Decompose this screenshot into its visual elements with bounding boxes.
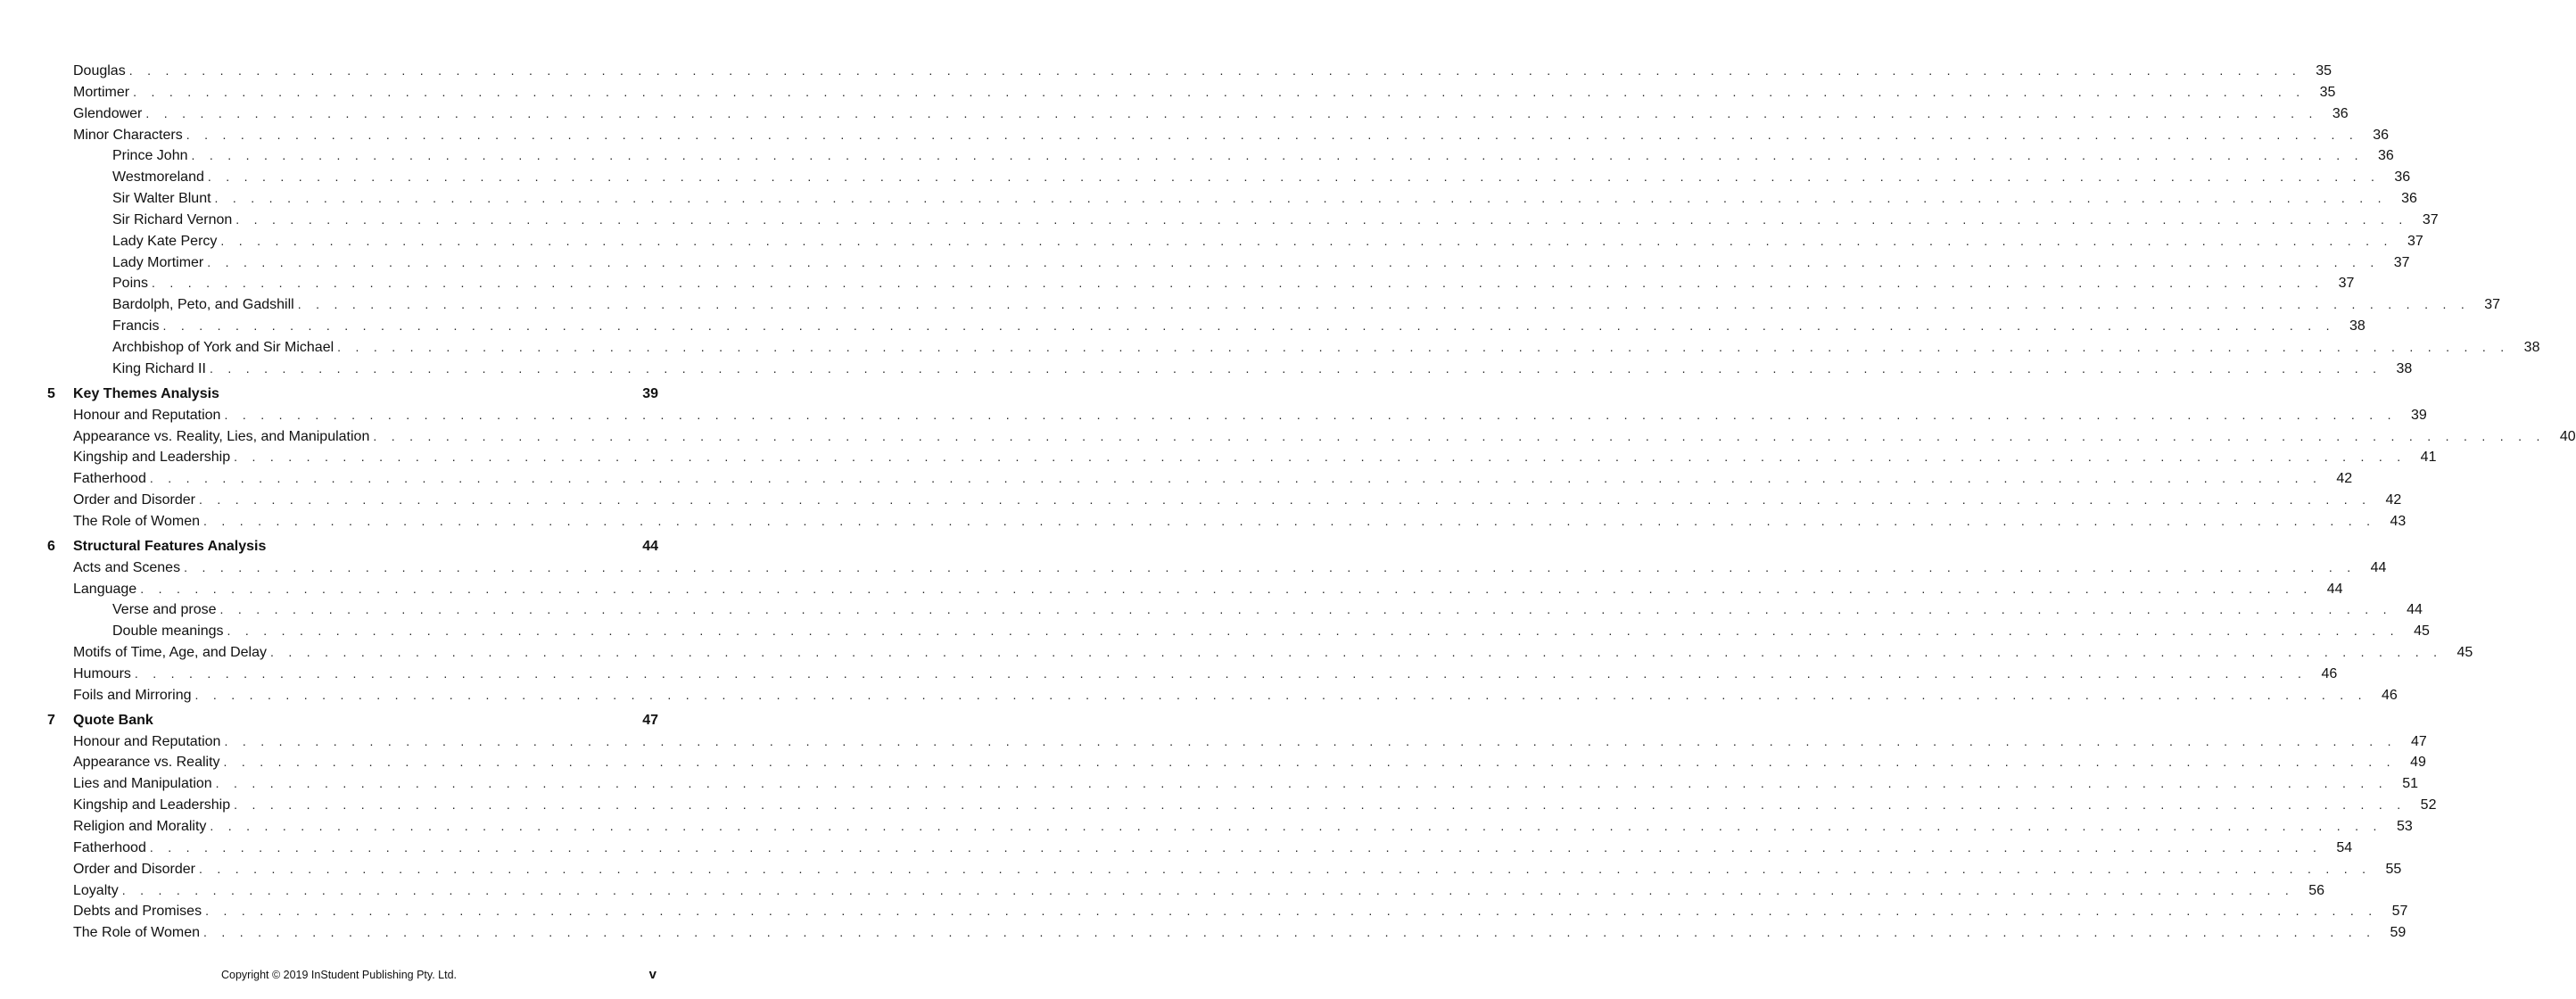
- toc-entry-line: [112, 252, 2410, 274]
- toc-entry[interactable]: [0, 880, 2325, 902]
- toc-entry-page: 36: [2378, 148, 2394, 164]
- toc-entry-line: [112, 188, 2417, 210]
- toc-entry-page: 35: [2319, 84, 2336, 100]
- toc-entry[interactable]: [0, 188, 2417, 210]
- toc-entry[interactable]: [0, 922, 2407, 944]
- toc-entry-title: Humours: [73, 665, 131, 681]
- toc-entry-title: Quote Bank: [73, 712, 153, 728]
- toc-entry-title: Francis: [112, 318, 160, 334]
- toc-entry-title: Double meanings: [112, 623, 224, 640]
- toc-entry[interactable]: [0, 359, 2413, 380]
- toc-entry-title: Acts and Scenes: [73, 559, 181, 575]
- dot-leader: . . . . . . . . . . . . . . . . . . . . . . . . . . . . . . . . . . . . . . . . . . . . . . . . . . . . . . . . . . . . . . . . . . . . . . . . . . . . . . . . . . . . . . . . . . . . . . . . . . . . . . . . . . . . . . . . . . . . . . . .: [224, 733, 2397, 748]
- toc-entry-page: 55: [2385, 861, 2402, 877]
- toc-entry-title: King Richard II: [112, 360, 206, 376]
- dot-leader: . . . . . . . . . . . . . . . . . . . . . . . . . . . . . . . . . . . . . . . . . . . . . . . . . . . . . . . . . . . . . . . . . . . . . . . . . . . . . . . . . . . . . . . . . . . . . . . . . . . . . . . . . . . . . . . . . . . . . . . .: [145, 105, 2318, 120]
- toc-entry-page: 44: [2370, 559, 2387, 575]
- toc-entry-title: Order and Disorder: [73, 492, 195, 508]
- dot-leader: . . . . . . . . . . . . . . . . . . . . . . . . . . . . . . . . . . . . . . . . . . . . . . . . . . . . . . . . . . . . . . . . . . . . . . . . . . . . . . . . . . . . . . . . . . . . . . . . . . . . . . . . . . . . . . . . . . . . . . . .: [198, 861, 2372, 876]
- dot-leader: . . . . . . . . . . . . . . . . . . . . . . . . . . . . . . . . . . . . . . . . . . . . . . . . . . . . . . . . . . . . . . . . . . . . . . . . . . . . . . . . . . . . . . . . . . . . . . . . . . . . . . . . . . . . . . . . . . . . . . . .: [337, 339, 2510, 354]
- dot-leader: . . . . . . . . . . . . . . . . . . . . . . . . . . . . . . . . . . . . . . . . . . . . . . . . . . . . . . . . . . . . . . . . . . . . . . . . . . . . . . . . . . . . . . . . . . . . . . . . . . . . . . . . . . . . . . . . . . . . . . . .: [215, 776, 2388, 791]
- toc-entry-line: [73, 405, 2427, 426]
- toc-entry[interactable]: [0, 773, 2418, 795]
- toc-entry[interactable]: [0, 468, 2353, 490]
- toc-entry-page: 49: [2410, 755, 2426, 771]
- toc-entry[interactable]: [0, 838, 2353, 859]
- toc-entry-title: Fatherhood: [73, 839, 146, 855]
- toc-entry-line: [73, 685, 2398, 706]
- toc-entry-page: 38: [2349, 318, 2365, 334]
- toc-chapter-heading[interactable]: [0, 384, 705, 405]
- toc-entry-title: Order and Disorder: [73, 861, 195, 877]
- dot-leader: . . . . . . . . . . . . . . . . . . . . . . . . . . . . . . . . . . . . . . . . . . . . . . . . . . . . . . . . . . . . . . . . . . . . . . . . . . . . . . . . . . . . . . . . . . . . . . . . . . . . . . . . . . . . . . . . . . . . . . . .: [224, 407, 2397, 422]
- toc-entry-title: Honour and Reputation: [73, 407, 221, 423]
- toc-entry[interactable]: [0, 599, 2423, 621]
- page-footer: [0, 967, 705, 985]
- toc-entry-line: [73, 731, 2427, 753]
- dot-leader: . . . . . . . . . . . . . . . . . . . . . . . . . . . . . . . . . . . . . . . . . . . . . . . . . . . . . . . . . . . . . . . . . . . . . . . . . . . . . . . . . . . . . . . . . . . . . . . . . . . . . . . . . . . . . . . . . . . . . . . .: [121, 882, 2295, 897]
- toc-entry[interactable]: [0, 231, 2423, 252]
- toc-entry[interactable]: [0, 125, 2390, 146]
- toc-entry[interactable]: [0, 816, 2413, 838]
- toc-chapter-heading[interactable]: [0, 710, 705, 731]
- toc-entry-title: Archbishop of York and Sir Michael: [112, 339, 334, 355]
- toc-entry-page: 44: [642, 538, 658, 554]
- toc-entry-page: 47: [2410, 733, 2427, 749]
- toc-entry-page: 37: [2393, 254, 2410, 270]
- toc-entry-page: 54: [2336, 839, 2353, 855]
- toc-entry[interactable]: [0, 731, 2427, 753]
- toc-entry-page: 37: [2484, 297, 2501, 313]
- toc-entry[interactable]: [0, 252, 2410, 274]
- toc-entry-line: [73, 880, 2325, 902]
- toc-entry-title: Structural Features Analysis: [73, 538, 267, 554]
- toc-entry[interactable]: [0, 642, 2473, 664]
- toc-entry-page: 45: [2456, 645, 2473, 661]
- toc-entry[interactable]: [0, 859, 2402, 880]
- dot-leader: . . . . . . . . . . . . . . . . . . . . . . . . . . . . . . . . . . . . . . . . . . . . . . . . . . . . . . . . . . . . . . . . . . . . . . . . . . . . . . . . . . . . . . . . . . . . . . . . . . . . . . . . . . . . . . . . . . . . . . . .: [207, 254, 2380, 269]
- toc-entry-title: Lies and Manipulation: [73, 776, 212, 792]
- copyright-notice: Copyright © 2019 InStudent Publishing Pty. Ltd.: [221, 969, 458, 981]
- toc-entry[interactable]: [0, 685, 2398, 706]
- toc-entry[interactable]: [0, 752, 2426, 773]
- dot-leader: . . . . . . . . . . . . . . . . . . . . . . . . . . . . . . . . . . . . . . . . . . . . . . . . . . . . . . . . . . . . . . . . . . . . . . . . . . . . . . . . . . . . . . . . . . . . . . . . . . . . . . . . . . . . . . . . . . . . . . . .: [227, 623, 2399, 639]
- toc-entry-line: [112, 294, 2501, 316]
- toc-entry-title: Appearance vs. Reality, Lies, and Manipulation: [73, 428, 370, 444]
- toc-entry-line: [73, 468, 2353, 490]
- toc-entry-title: Fatherhood: [73, 471, 146, 487]
- toc-entry-title: Religion and Morality: [73, 819, 207, 834]
- dot-leader: . . . . . . . . . . . . . . . . . . . . . . . . . . . . . . . . . . . . . . . . . . . . . . . . . . . . . . . . . . . . . . . . . . . . . . . . . . . . . . . . . . . . . . . . . . . . . . . . . . . . . . . . . . . . . . . . . . . . . . . .: [149, 839, 2323, 855]
- dot-leader: . . . . . . . . . . . . . . . . . . . . . . . . . . . . . . . . . . . . . . . . . . . . . . . . . . . . . . . . . . . . . . . . . . . . . . . . . . . . . . . . . . . . . . . . . . . . . . . . . . . . . . . . . . . . . . . . . . . . . . . .: [140, 581, 2313, 596]
- toc-entry-line: [73, 447, 2437, 468]
- toc-entry-line: [73, 490, 2402, 511]
- toc-entry-line: [73, 795, 2437, 816]
- toc-entry-title: Sir Walter Blunt: [112, 191, 211, 207]
- dot-leader: . . . . . . . . . . . . . . . . . . . . . . . . . . . . . . . . . . . . . . . . . . . . . . . . . . . . . . . . . . . . . . . . . . . . . . . . . . . . . . . . . . . . . . . . . . . . . . . . . . . . . . . . . . . . . . . . . . . . . . . .: [234, 450, 2407, 465]
- toc-entry-title: Loyalty: [73, 882, 119, 898]
- toc-entry-title: Douglas: [73, 63, 126, 78]
- toc-entry-page: 36: [2401, 191, 2417, 207]
- toc-entry-line: [112, 210, 2439, 231]
- toc-entry-line: [73, 426, 2576, 448]
- toc-entry-line: [112, 231, 2423, 252]
- toc-entry-title: Honour and Reputation: [73, 733, 221, 749]
- dot-leader: . . . . . . . . . . . . . . . . . . . . . . . . . . . . . . . . . . . . . . . . . . . . . . . . . . . . . . . . . . . . . . . . . . . . . . . . . . . . . . . . . . . . . . . . . . . . . . . . . . . . . . . . . . . . . . . . . . . . . . . .: [219, 602, 2392, 617]
- toc-entry-page: 38: [2523, 339, 2540, 355]
- toc-entry[interactable]: [0, 316, 2365, 337]
- toc-entry-line: [73, 816, 2413, 838]
- toc-entry-line: [73, 752, 2426, 773]
- toc-entry-line: [73, 557, 2387, 579]
- toc-entry-title: Key Themes Analysis: [73, 385, 219, 401]
- dot-leader: . . . . . . . . . . . . . . . . . . . . . . . . . . . . . . . . . . . . . . . . . . . . . . . . . . . . . . . . . . . . . . . . . . . . . . . . . . . . . . . . . . . . . . . . . . . . . . . . . . . . . . . . . . . . . . . . . . . . . . . .: [205, 904, 2378, 919]
- dot-leader: . . . . . . . . . . . . . . . . . . . . . . . . . . . . . . . . . . . . . . . . . . . . . . . . . . . . . . . . . . . . . . . . . . . . . . . . . . . . . . . . . . . . . . . . . . . . . . . . . . . . . . . . . . . . . . . . . . . . . . . .: [234, 797, 2407, 813]
- dot-leader: . . . . . . . . . . . . . . . . . . . . . . . . . . . . . . . . . . . . . . . . . . . . . . . . . . . . . . . . . . . . . . . . . . . . . . . . . . . . . . . . . . . . . . . . . . . . . . . . . . . . . . . . . . . . . . . . . . . . . . . .: [134, 665, 2308, 681]
- toc-entry-title: Foils and Mirroring: [73, 687, 192, 703]
- toc-entry-title: Kingship and Leadership: [73, 450, 231, 466]
- toc-entry[interactable]: [0, 426, 2576, 448]
- toc-entry-page: 37: [2407, 233, 2423, 249]
- dot-leader: . . . . . . . . . . . . . . . . . . . . . . . . . . . . . . . . . . . . . . . . . . . . . . . . . . . . . . . . . . . . . . . . . . . . . . . . . . . . . . . . . . . . . . . . . . . . . . . . . . . . . . . . . . . . . . . . . . . . . . . .: [210, 819, 2382, 833]
- toc-entry[interactable]: [0, 210, 2439, 231]
- toc-entry-title: Bardolph, Peto, and Gadshill: [112, 297, 294, 313]
- toc-entry-line: [112, 337, 2540, 359]
- toc-entry-line: [73, 103, 2349, 125]
- page-number: v: [648, 967, 656, 982]
- toc-entry-line: [73, 773, 2418, 795]
- dot-leader: . . . . . . . . . . . . . . . . . . . . . . . . . . . . . . . . . . . . . . . . . . . . . . . . . . . . . . . . . . . . . . . . . . . . . . . . . . . . . . . . . . . . . . . . . . . . . . . . . . . . . . . . . . . . . . . . . . . . . . . .: [373, 428, 2546, 443]
- dot-leader: . . . . . . . . . . . . . . . . . . . . . . . . . . . . . . . . . . . . . . . . . . . . . . . . . . . . . . . . . . . . . . . . . . . . . . . . . . . . . . . . . . . . . . . . . . . . . . . . . . . . . . . . . . . . . . . . . . . . . . . .: [223, 755, 2396, 770]
- toc-entry-title: Verse and prose: [112, 602, 217, 618]
- toc-entry-page: 53: [2396, 819, 2413, 834]
- toc-entry-title: Poins: [112, 276, 149, 292]
- toc-entry-line: [73, 901, 2408, 922]
- toc-entry-page: 47: [642, 712, 658, 728]
- toc-entry[interactable]: [0, 579, 2343, 600]
- toc-entry-title: Westmoreland: [112, 169, 204, 186]
- toc-entry-page: 41: [2420, 450, 2437, 466]
- toc-entry-page: 51: [2402, 776, 2418, 792]
- toc-entry-line: [73, 384, 658, 405]
- toc-entry-page: 44: [2326, 581, 2343, 597]
- toc-entry-line: [73, 579, 2343, 600]
- dot-leader: . . . . . . . . . . . . . . . . . . . . . . . . . . . . . . . . . . . . . . . . . . . . . . . . . . . . . . . . . . . . . . . . . . . . . . . . . . . . . . . . . . . . . . . . . . . . . . . . . . . . . . . . . . . . . . . . . . . . . . . .: [198, 492, 2372, 508]
- toc-entry-line: [73, 82, 2336, 103]
- dot-leader: . . . . . . . . . . . . . . . . . . . . . . . . . . . . . . . . . . . . . . . . . . . . . . . . . . . . . . . . . . . . . . . . . . . . . . . . . . . . . . . . . . . . . . . . . . . . . . . . . . . . . . . . . . . . . . . . . . . . . . . .: [209, 360, 2382, 376]
- toc-entry-line: [73, 922, 2407, 944]
- dot-leader: . . . . . . . . . . . . . . . . . . . . . . . . . . . . . . . . . . . . . . . . . . . . . . . . . . . . . . . . . . . . . . . . . . . . . . . . . . . . . . . . . . . . . . . . . . . . . . . . . . . . . . . . . . . . . . . . . . . . . . . .: [184, 559, 2357, 574]
- dot-leader: . . . . . . . . . . . . . . . . . . . . . . . . . . . . . . . . . . . . . . . . . . . . . . . . . . . . . . . . . . . . . . . . . . . . . . . . . . . . . . . . . . . . . . . . . . . . . . . . . . . . . . . . . . . . . . . . . . . . . . . .: [133, 84, 2306, 99]
- toc-entry-line: [73, 664, 2338, 685]
- toc-entry-page: 38: [2396, 360, 2413, 376]
- dot-leader: . . . . . . . . . . . . . . . . . . . . . . . . . . . . . . . . . . . . . . . . . . . . . . . . . . . . . . . . . . . . . . . . . . . . . . . . . . . . . . . . . . . . . . . . . . . . . . . . . . . . . . . . . . . . . . . . . . . . . . . .: [149, 471, 2323, 486]
- toc-entry-title: Lady Mortimer: [112, 254, 204, 270]
- toc-entry[interactable]: [0, 145, 2394, 167]
- toc-entry[interactable]: [0, 621, 2430, 642]
- dot-leader: . . . . . . . . . . . . . . . . . . . . . . . . . . . . . . . . . . . . . . . . . . . . . . . . . . . . . . . . . . . . . . . . . . . . . . . . . . . . . . . . . . . . . . . . . . . . . . . . . . . . . . . . . . . . . . . . . . . . . . . .: [220, 233, 2393, 248]
- toc-entry-page: 42: [2385, 492, 2402, 508]
- toc-entry-title: The Role of Women: [73, 513, 200, 529]
- toc-entry[interactable]: [0, 167, 2411, 188]
- dot-leader: . . . . . . . . . . . . . . . . . . . . . . . . . . . . . . . . . . . . . . . . . . . . . . . . . . . . . . . . . . . . . . . . . . . . . . . . . . . . . . . . . . . . . . . . . . . . . . . . . . . . . . . . . . . . . . . . . . . . . . . .: [128, 63, 2302, 78]
- dot-leader: . . . . . . . . . . . . . . . . . . . . . . . . . . . . . . . . . . . . . . . . . . . . . . . . . . . . . . . . . . . . . . . . . . . . . . . . . . . . . . . . . . . . . . . . . . . . . . . . . . . . . . . . . . . . . . . . . . . . . . . .: [214, 191, 2387, 206]
- toc-entry-line: [73, 838, 2353, 859]
- toc-entry-page: 57: [2391, 904, 2408, 920]
- toc-entry-page: 56: [2308, 882, 2325, 898]
- toc-entry-title: Debts and Promises: [73, 904, 202, 920]
- toc-entry-title: Minor Characters: [73, 127, 183, 143]
- toc-entry-page: 45: [2414, 623, 2430, 640]
- toc-entry-line: [73, 642, 2473, 664]
- toc-entry-page: 39: [642, 385, 658, 401]
- toc-entry-page: 37: [2338, 276, 2355, 292]
- toc-entry-line: [112, 599, 2423, 621]
- toc-entry-line: [112, 273, 2355, 294]
- chapter-number: 6: [47, 538, 55, 554]
- toc-entry-page: 46: [2382, 687, 2398, 703]
- dot-leader: . . . . . . . . . . . . . . . . . . . . . . . . . . . . . . . . . . . . . . . . . . . . . . . . . . . . . . . . . . . . . . . . . . . . . . . . . . . . . . . . . . . . . . . . . . . . . . . . . . . . . . . . . . . . . . . . . . . . . . . .: [186, 127, 2359, 142]
- toc-entry[interactable]: [0, 795, 2437, 816]
- toc-entry-line: [73, 61, 2332, 82]
- toc-entry[interactable]: [0, 901, 2408, 922]
- toc-entry[interactable]: [0, 511, 2407, 533]
- toc-entry-page: 44: [2407, 602, 2423, 618]
- toc-entry[interactable]: [0, 82, 2336, 103]
- toc-entry-page: 52: [2420, 797, 2437, 813]
- toc-entry-page: 46: [2321, 665, 2338, 681]
- toc-chapter-heading[interactable]: [0, 536, 705, 557]
- toc-entry-page: 36: [2332, 105, 2349, 121]
- toc-entry[interactable]: [0, 337, 2540, 359]
- dot-leader: . . . . . . . . . . . . . . . . . . . . . . . . . . . . . . . . . . . . . . . . . . . . . . . . . . . . . . . . . . . . . . . . . . . . . . . . . . . . . . . . . . . . . . . . . . . . . . . . . . . . . . . . . . . . . . . . . . . . . . . .: [235, 211, 2408, 227]
- dot-leader: . . . . . . . . . . . . . . . . . . . . . . . . . . . . . . . . . . . . . . . . . . . . . . . . . . . . . . . . . . . . . . . . . . . . . . . . . . . . . . . . . . . . . . . . . . . . . . . . . . . . . . . . . . . . . . . . . . . . . . . .: [194, 687, 2367, 702]
- toc-entry-title: Language: [73, 581, 137, 597]
- toc-entry-line: [73, 536, 658, 557]
- dot-leader: . . . . . . . . . . . . . . . . . . . . . . . . . . . . . . . . . . . . . . . . . . . . . . . . . . . . . . . . . . . . . . . . . . . . . . . . . . . . . . . . . . . . . . . . . . . . . . . . . . . . . . . . . . . . . . . . . . . . . . . .: [162, 318, 2335, 334]
- toc-entry[interactable]: [0, 490, 2402, 511]
- toc-entry-title: Appearance vs. Reality: [73, 755, 220, 771]
- chapter-number: 5: [47, 385, 55, 401]
- toc-entry-line: [112, 359, 2413, 380]
- toc-entry[interactable]: [0, 405, 2427, 426]
- toc-entry[interactable]: [0, 447, 2437, 468]
- toc-entry-line: [73, 125, 2390, 146]
- toc-entry[interactable]: [0, 61, 2332, 82]
- toc-entry-line: [73, 859, 2402, 880]
- toc-entry-line: [112, 167, 2411, 188]
- dot-leader: . . . . . . . . . . . . . . . . . . . . . . . . . . . . . . . . . . . . . . . . . . . . . . . . . . . . . . . . . . . . . . . . . . . . . . . . . . . . . . . . . . . . . . . . . . . . . . . . . . . . . . . . . . . . . . . . . . . . . . . .: [203, 925, 2376, 940]
- toc-entry-page: 36: [2373, 127, 2390, 143]
- toc-entry-title: Sir Richard Vernon: [112, 211, 233, 227]
- table-of-contents: [0, 61, 2576, 944]
- toc-entry-line: [112, 621, 2430, 642]
- toc-entry-page: 59: [2390, 925, 2407, 941]
- toc-entry[interactable]: [0, 103, 2349, 125]
- toc-entry[interactable]: [0, 557, 2387, 579]
- toc-entry-page: 40: [2559, 428, 2576, 444]
- dot-leader: . . . . . . . . . . . . . . . . . . . . . . . . . . . . . . . . . . . . . . . . . . . . . . . . . . . . . . . . . . . . . . . . . . . . . . . . . . . . . . . . . . . . . . . . . . . . . . . . . . . . . . . . . . . . . . . . . . . . . . . .: [207, 169, 2381, 185]
- dot-leader: . . . . . . . . . . . . . . . . . . . . . . . . . . . . . . . . . . . . . . . . . . . . . . . . . . . . . . . . . . . . . . . . . . . . . . . . . . . . . . . . . . . . . . . . . . . . . . . . . . . . . . . . . . . . . . . . . . . . . . . .: [203, 513, 2376, 528]
- toc-entry-page: 43: [2390, 513, 2407, 529]
- toc-entry-line: [73, 511, 2407, 533]
- dot-leader: . . . . . . . . . . . . . . . . . . . . . . . . . . . . . . . . . . . . . . . . . . . . . . . . . . . . . . . . . . . . . . . . . . . . . . . . . . . . . . . . . . . . . . . . . . . . . . . . . . . . . . . . . . . . . . . . . . . . . . . .: [270, 645, 2443, 660]
- toc-entry-title: Prince John: [112, 148, 188, 164]
- toc-entry[interactable]: [0, 273, 2355, 294]
- toc-entry-title: The Role of Women: [73, 925, 200, 941]
- chapter-number: 7: [47, 712, 55, 728]
- toc-entry-title: Mortimer: [73, 84, 130, 100]
- toc-entry-line: [112, 145, 2394, 167]
- toc-entry-page: 35: [2316, 63, 2332, 78]
- toc-entry[interactable]: [0, 664, 2338, 685]
- toc-entry-title: Motifs of Time, Age, and Delay: [73, 645, 267, 661]
- toc-entry-page: 42: [2336, 471, 2353, 487]
- dot-leader: . . . . . . . . . . . . . . . . . . . . . . . . . . . . . . . . . . . . . . . . . . . . . . . . . . . . . . . . . . . . . . . . . . . . . . . . . . . . . . . . . . . . . . . . . . . . . . . . . . . . . . . . . . . . . . . . . . . . . . . .: [152, 276, 2324, 291]
- toc-entry-title: Kingship and Leadership: [73, 797, 231, 813]
- dot-leader: . . . . . . . . . . . . . . . . . . . . . . . . . . . . . . . . . . . . . . . . . . . . . . . . . . . . . . . . . . . . . . . . . . . . . . . . . . . . . . . . . . . . . . . . . . . . . . . . . . . . . . . . . . . . . . . . . . . . . . . .: [191, 148, 2364, 163]
- toc-entry-line: [112, 316, 2365, 337]
- toc-entry-page: 37: [2422, 211, 2439, 227]
- toc-entry-title: Glendower: [73, 105, 143, 121]
- toc-entry-line: [73, 710, 658, 731]
- toc-entry-title: Lady Kate Percy: [112, 233, 218, 249]
- toc-entry-page: 39: [2410, 407, 2427, 423]
- toc-entry[interactable]: [0, 294, 2501, 316]
- toc-entry-page: 36: [2394, 169, 2411, 186]
- dot-leader: . . . . . . . . . . . . . . . . . . . . . . . . . . . . . . . . . . . . . . . . . . . . . . . . . . . . . . . . . . . . . . . . . . . . . . . . . . . . . . . . . . . . . . . . . . . . . . . . . . . . . . . . . . . . . . . . . . . . . . . .: [297, 297, 2471, 312]
